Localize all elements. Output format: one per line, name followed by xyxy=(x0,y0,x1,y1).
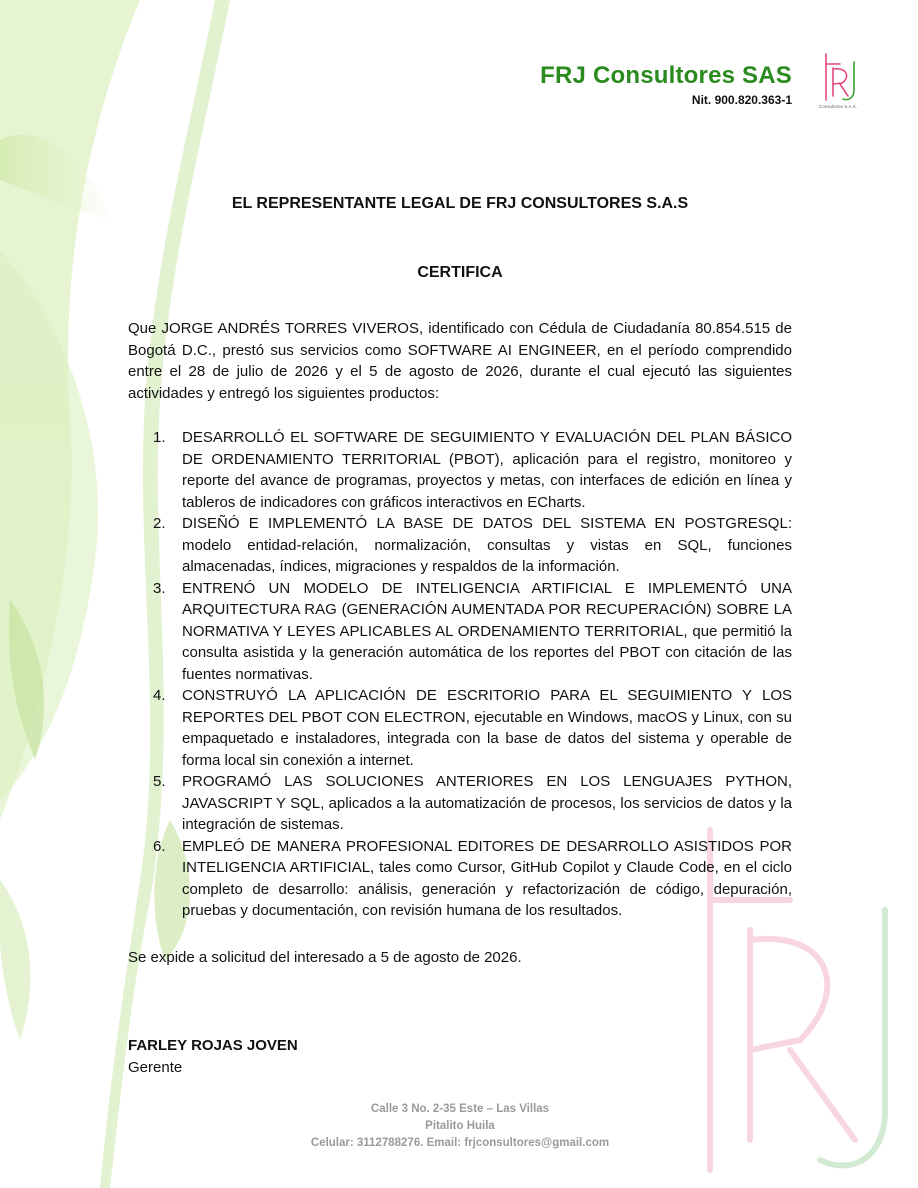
letterhead xyxy=(540,62,792,108)
company-name: FRJ Consultores SAS xyxy=(540,62,792,89)
activity-item xyxy=(128,836,792,922)
logo-caption: Consultores S.A.S. xyxy=(818,104,858,109)
footer-address: Calle 3 No. 2-35 Este – Las Villas xyxy=(370,1103,550,1115)
signer-name: FARLEY ROJAS JOVEN xyxy=(128,1037,298,1054)
signer-role: Gerente xyxy=(128,1059,183,1076)
activity-text: DISEÑÓ E IMPLEMENTÓ LA BASE DE DATOS DEL SISTEMA EN POSTGRESQL: modelo entidad-relación, normalización, consultas y vistas en SQL, funciones almacenadas, índices, migraciones y respaldos de la información. xyxy=(182,515,792,575)
activity-number: 1. xyxy=(153,429,166,446)
activity-item xyxy=(128,427,792,513)
closing-statement: Se expide a solicitud del interesado a 5 de agosto de 2026. xyxy=(128,949,522,966)
footer xyxy=(200,1101,720,1152)
activity-text: DESARROLLÓ EL SOFTWARE DE SEGUIMIENTO Y EVALUACIÓN DEL PLAN BÁSICO DE ORDENAMIENTO TERRITORIAL (PBOT), aplicación para el registro, monitoreo y reporte del avance de programas, proyectos y metas, con interfaces de edición en línea y tableros de indicadores con gráficos interactivos en ECharts. xyxy=(182,429,792,511)
signature-block xyxy=(128,1035,298,1079)
footer-contact: Celular: 3112788276. Email: frjconsultores@gmail.com xyxy=(310,1137,610,1149)
footer-city: Pitalito Huila xyxy=(425,1120,495,1132)
activity-item xyxy=(128,771,792,836)
activity-text: ENTRENÓ UN MODELO DE INTELIGENCIA ARTIFICIAL E IMPLEMENTÓ UNA ARQUITECTURA RAG (GENERACIÓN AUMENTADA POR RECUPERACIÓN) SOBRE LA NORMATIVA Y LEYES APLICABLES AL ORDENAMIENTO TERRITORIAL, que permitió la consulta asistida y la generación automática de los reportes del PBOT con citación de las fuentes normativas. xyxy=(182,579,792,683)
activity-number: 6. xyxy=(153,837,166,855)
activities-list xyxy=(128,427,792,922)
certifica-heading: CERTIFICA xyxy=(417,264,503,281)
activity-number: 3. xyxy=(153,579,166,597)
activity-number: 5. xyxy=(153,773,166,790)
activity-text: EMPLEÓ DE MANERA PROFESIONAL EDITORES DE DESARROLLO ASISTIDOS POR INTELIGENCIA ARTIFICIAL, tales como Cursor, GitHub Copilot y Claude Code, en el ciclo completo de desarrollo: análisis, generación y refactorización de código, depuración, pruebas y documentación, con revisión humana de los resultados. xyxy=(182,837,792,919)
activity-number: 2. xyxy=(153,515,166,532)
intro-paragraph: Que JORGE ANDRÉS TORRES VIVEROS, identificado con Cédula de Ciudadanía 80.854.515 de Bogotá D.C., prestó sus servicios como SOFTWARE AI ENGINEER, en el período comprendido entre el 28 de julio de 2026 y el 5 de agosto de 2026, durante el cual ejecutó las siguientes actividades y entregó los siguientes productos: xyxy=(128,320,792,402)
activity-text: PROGRAMÓ LAS SOLUCIONES ANTERIORES EN LOS LENGUAJES PYTHON, JAVASCRIPT Y SQL, aplicados a la automatización de procesos, los servicios de datos y la integración de sistemas. xyxy=(182,773,792,833)
activity-text: CONSTRUYÓ LA APLICACIÓN DE ESCRITORIO PARA EL SEGUIMIENTO Y LOS REPORTES DEL PBOT CON ELECTRON, ejecutable en Windows, macOS y Linux, con su empaquetado e instaladores, integrada con la base de datos del sistema y operable de forma local sin conexión a internet. xyxy=(182,687,792,769)
activity-item xyxy=(128,578,792,686)
document-heading: EL REPRESENTANTE LEGAL DE FRJ CONSULTORES S.A.S xyxy=(231,195,689,212)
company-nit: Nit. 900.820.363-1 xyxy=(691,93,792,107)
company-logo xyxy=(818,50,860,102)
activity-item xyxy=(128,513,792,578)
activity-number: 4. xyxy=(153,687,166,704)
activity-item xyxy=(128,685,792,771)
